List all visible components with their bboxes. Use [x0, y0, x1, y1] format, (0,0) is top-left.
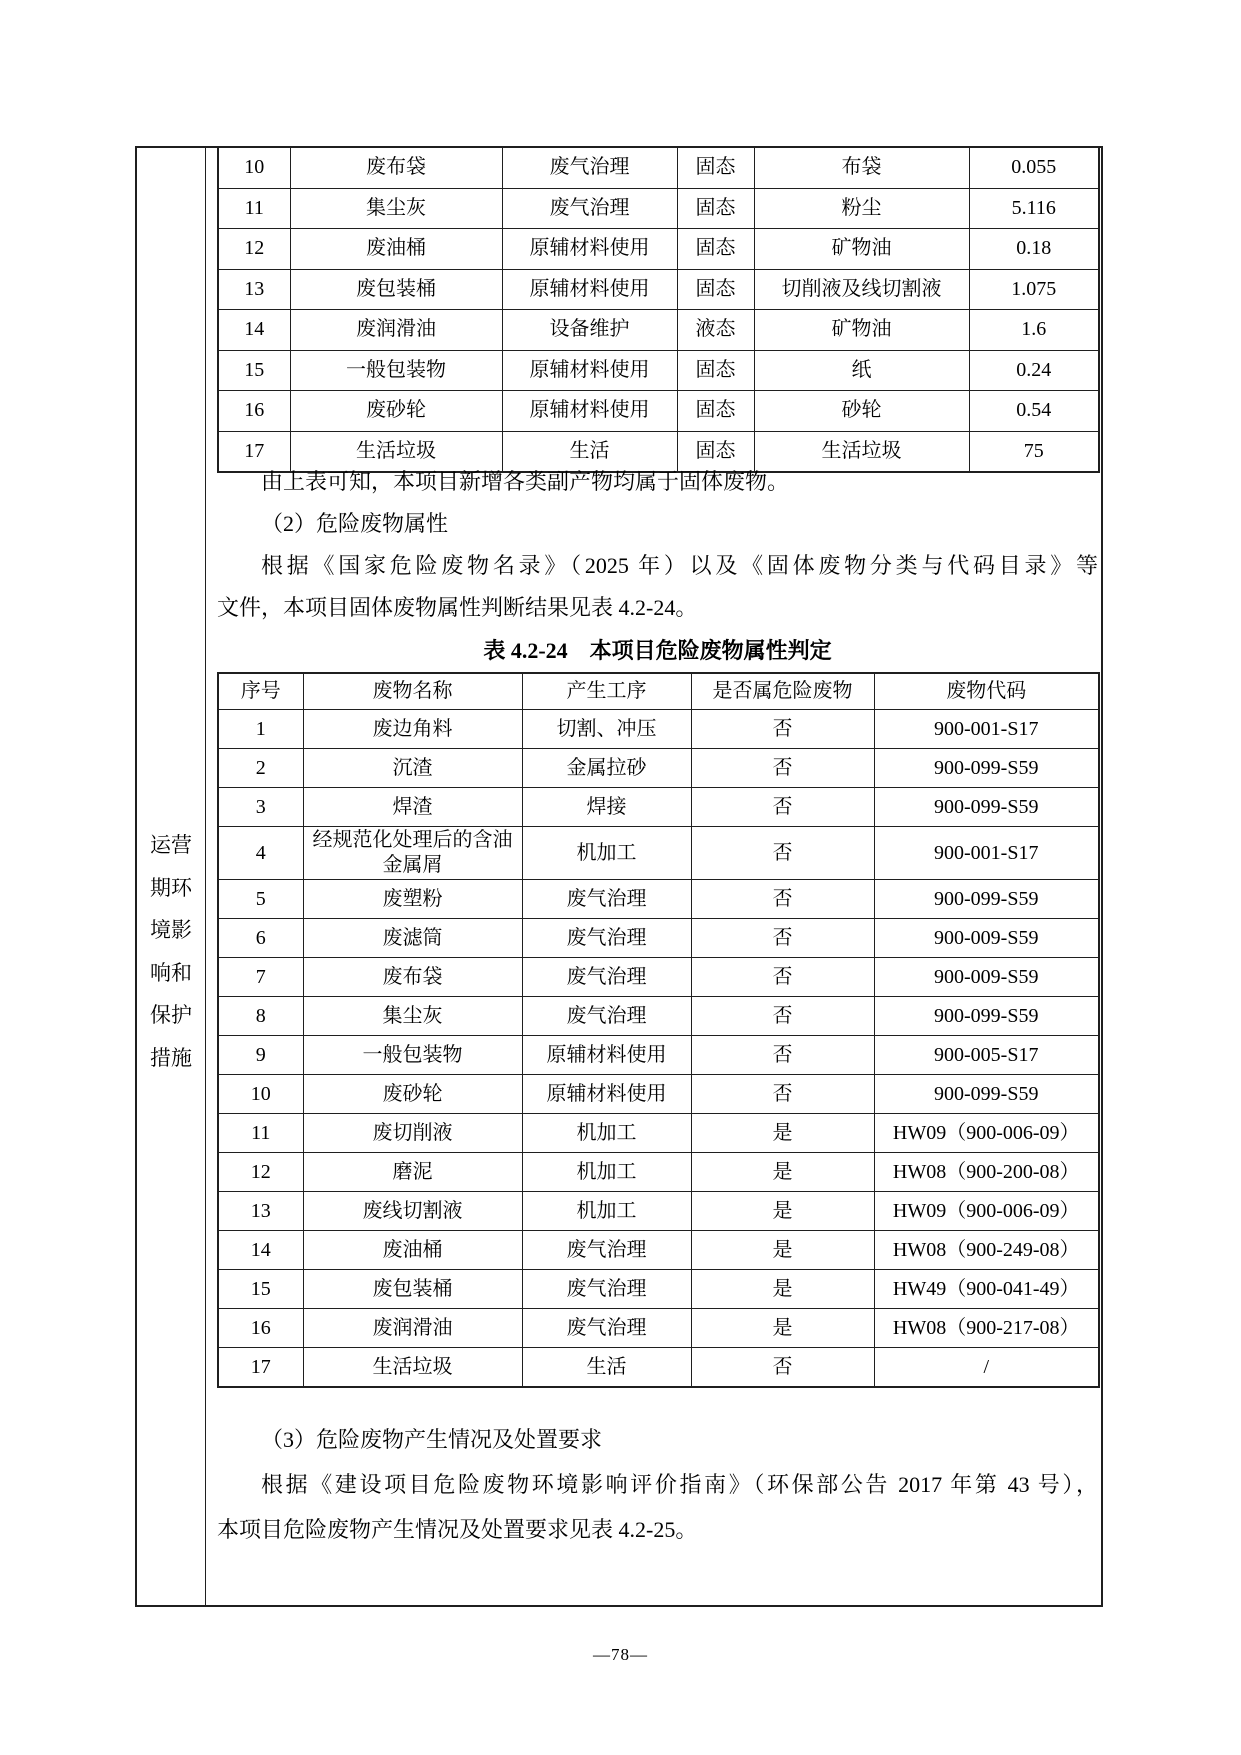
table-cell: 固态 [677, 188, 754, 229]
table-cell: 否 [691, 827, 874, 880]
column-header: 是否属危险废物 [691, 673, 874, 710]
table-cell: HW08（900-249-08） [874, 1231, 1099, 1270]
table-cell: 液态 [677, 310, 754, 351]
table-cell: 0.54 [969, 391, 1099, 432]
table-cell: 一般包装物 [290, 350, 502, 391]
table-cell: 生活垃圾 [754, 431, 969, 472]
report-frame [135, 146, 1103, 1607]
table-cell: 设备维护 [502, 310, 677, 351]
table-cell: 否 [691, 958, 874, 997]
table-cell: 900-099-S59 [874, 997, 1099, 1036]
table-row [218, 350, 1099, 391]
table-cell: 原辅材料使用 [502, 350, 677, 391]
table-cell: 4 [218, 827, 303, 880]
table-row [218, 880, 1099, 919]
table-cell: HW49（900-041-49） [874, 1270, 1099, 1309]
column-header: 废物代码 [874, 673, 1099, 710]
table-row [218, 958, 1099, 997]
table-cell: 16 [218, 1309, 303, 1348]
table-cell: 废布袋 [290, 147, 502, 188]
table-cell: 机加工 [522, 1153, 691, 1192]
table-cell: 废气治理 [502, 188, 677, 229]
table-row [218, 1114, 1099, 1153]
table-cell: 废气治理 [522, 1231, 691, 1270]
table-cell: 900-099-S59 [874, 880, 1099, 919]
table-cell: 否 [691, 919, 874, 958]
sidebar-label-line: 境影 [150, 918, 192, 942]
table-cell: 17 [218, 431, 290, 472]
hazard-determination-table [217, 672, 1100, 1388]
table-cell: 机加工 [522, 1114, 691, 1153]
table-cell: 金属拉砂 [522, 749, 691, 788]
table-cell: 一般包装物 [303, 1036, 522, 1075]
table-cell: 5 [218, 880, 303, 919]
table-cell: 沉渣 [303, 749, 522, 788]
body-text-block-1 [217, 461, 1098, 629]
table-cell: 是 [691, 1270, 874, 1309]
table-cell: 废塑粉 [303, 880, 522, 919]
table-cell: 是 [691, 1192, 874, 1231]
table-cell: 固态 [677, 229, 754, 270]
table-cell: 75 [969, 431, 1099, 472]
table-cell: HW09（900-006-09） [874, 1114, 1099, 1153]
table-row [218, 1153, 1099, 1192]
table-row [218, 749, 1099, 788]
table-cell: 3 [218, 788, 303, 827]
sidebar-column [137, 148, 206, 1605]
table-cell: 废砂轮 [303, 1075, 522, 1114]
table-cell: 900-099-S59 [874, 1075, 1099, 1114]
table-cell: 砂轮 [754, 391, 969, 432]
table-cell: 经规范化处理后的含油金属屑 [303, 827, 522, 880]
table-cell: 集尘灰 [303, 997, 522, 1036]
table-cell: 废润滑油 [303, 1309, 522, 1348]
table-cell: HW09（900-006-09） [874, 1192, 1099, 1231]
table-cell: 磨泥 [303, 1153, 522, 1192]
table-cell: 废气治理 [522, 880, 691, 919]
table-cell: 机加工 [522, 827, 691, 880]
table-row [218, 391, 1099, 432]
table-cell: 否 [691, 880, 874, 919]
table-cell: 布袋 [754, 147, 969, 188]
table-cell: 是 [691, 1114, 874, 1153]
table-cell: 粉尘 [754, 188, 969, 229]
table-cell: 废气治理 [522, 997, 691, 1036]
table-cell: 1.075 [969, 269, 1099, 310]
table-cell: 固态 [677, 147, 754, 188]
table-cell: 生活 [502, 431, 677, 472]
column-header: 废物名称 [303, 673, 522, 710]
table-row [218, 310, 1099, 351]
table-cell: 废气治理 [522, 1270, 691, 1309]
page-number: —78— [593, 1645, 648, 1664]
table-row [218, 1075, 1099, 1114]
column-header: 序号 [218, 673, 303, 710]
table-row [218, 147, 1099, 188]
table-cell: 固态 [677, 269, 754, 310]
table-cell: 废布袋 [303, 958, 522, 997]
sidebar-label-line: 保护 [150, 1003, 192, 1027]
table-cell: 6 [218, 919, 303, 958]
table-row [218, 1270, 1099, 1309]
table-row [218, 1348, 1099, 1388]
sidebar-label-line: 措施 [150, 1045, 192, 1070]
paragraph-guide-line2: 本项目危险废物产生情况及处置要求见表 4.2-25。 [217, 1517, 698, 1542]
paragraph-guide-line1: 根据《建设项目危险废物环境影响评价指南》（环保部公告 2017 年第 43 号）， [261, 1472, 1098, 1497]
table-cell: 原辅材料使用 [502, 229, 677, 270]
table-cell: 11 [218, 188, 290, 229]
table-row [218, 229, 1099, 270]
table-row [218, 997, 1099, 1036]
table-row [218, 788, 1099, 827]
table-cell: 14 [218, 310, 290, 351]
table-cell: 7 [218, 958, 303, 997]
table-cell: 固态 [677, 431, 754, 472]
table-cell: 废滤筒 [303, 919, 522, 958]
table-cell: 集尘灰 [290, 188, 502, 229]
table-cell: 900-099-S59 [874, 749, 1099, 788]
table-cell: 10 [218, 147, 290, 188]
table-cell: HW08（900-200-08） [874, 1153, 1099, 1192]
heading-disposal-requirement: （3）危险废物产生情况及处置要求 [261, 1427, 603, 1452]
table-cell: 废边角料 [303, 710, 522, 749]
hazard-table-title: 表 4.2-24 本项目危险废物属性判定 [483, 638, 832, 663]
table-cell: 否 [691, 1075, 874, 1114]
table-cell: 机加工 [522, 1192, 691, 1231]
table-cell: 900-009-S59 [874, 919, 1099, 958]
table-cell: 原辅材料使用 [522, 1036, 691, 1075]
table-cell: 纸 [754, 350, 969, 391]
table-cell: 9 [218, 1036, 303, 1075]
table-cell: 否 [691, 788, 874, 827]
table-cell: 废油桶 [303, 1231, 522, 1270]
table-cell: 否 [691, 710, 874, 749]
table-cell: 8 [218, 997, 303, 1036]
table-cell: 固态 [677, 350, 754, 391]
table-cell: 900-001-S17 [874, 710, 1099, 749]
table-row [218, 827, 1099, 880]
paragraph-basis-line1: 根据《国家危险废物名录》（2025 年）以及《固体废物分类与代码目录》等 [261, 553, 1098, 578]
table-cell: 废砂轮 [290, 391, 502, 432]
table-cell: 废包装桶 [290, 269, 502, 310]
table-cell: 12 [218, 1153, 303, 1192]
paragraph-basis-line2: 文件，本项目固体废物属性判断结果见表 4.2-24。 [217, 595, 698, 620]
table-cell: 生活 [522, 1348, 691, 1388]
sidebar-label-line: 期环 [150, 875, 192, 900]
table-header-row [218, 673, 1099, 710]
table-row [218, 710, 1099, 749]
table-cell: 焊渣 [303, 788, 522, 827]
table-cell: 否 [691, 1036, 874, 1075]
table-cell: 原辅材料使用 [502, 391, 677, 432]
table-cell: 5.116 [969, 188, 1099, 229]
table-cell: 废润滑油 [290, 310, 502, 351]
table-cell: 切割、冲压 [522, 710, 691, 749]
table-row [218, 1192, 1099, 1231]
table-cell: / [874, 1348, 1099, 1388]
table-cell: 是 [691, 1309, 874, 1348]
table-cell: 否 [691, 749, 874, 788]
column-header: 产生工序 [522, 673, 691, 710]
table-cell: 废油桶 [290, 229, 502, 270]
table-cell: 矿物油 [754, 229, 969, 270]
table-cell: 13 [218, 269, 290, 310]
table-cell: 否 [691, 1348, 874, 1388]
table-row [218, 188, 1099, 229]
table-cell: 废包装桶 [303, 1270, 522, 1309]
table-cell: 1 [218, 710, 303, 749]
table-cell: 原辅材料使用 [502, 269, 677, 310]
table-cell: 900-099-S59 [874, 788, 1099, 827]
table-cell: 16 [218, 391, 290, 432]
sidebar-label [137, 824, 205, 1079]
body-text-block-2 [217, 1417, 1098, 1552]
table-cell: 10 [218, 1075, 303, 1114]
table-cell: 否 [691, 997, 874, 1036]
table-cell: 废切削液 [303, 1114, 522, 1153]
table-row [218, 1309, 1099, 1348]
sidebar-label-line: 运营 [150, 833, 192, 857]
table-cell: HW08（900-217-08） [874, 1309, 1099, 1348]
table-cell: 原辅材料使用 [522, 1075, 691, 1114]
table-row [218, 269, 1099, 310]
heading-hazard-attribute: （2）危险废物属性 [261, 511, 449, 536]
table-cell: 矿物油 [754, 310, 969, 351]
table-row [218, 1231, 1099, 1270]
table-cell: 是 [691, 1153, 874, 1192]
byproducts-table-continued [217, 146, 1100, 473]
table-cell: 切削液及线切割液 [754, 269, 969, 310]
table-cell: 废气治理 [522, 1309, 691, 1348]
table-cell: 废线切割液 [303, 1192, 522, 1231]
table-cell: 生活垃圾 [303, 1348, 522, 1388]
table-cell: 废气治理 [522, 919, 691, 958]
table-cell: 废气治理 [522, 958, 691, 997]
table-cell: 0.24 [969, 350, 1099, 391]
table-cell: 900-009-S59 [874, 958, 1099, 997]
table-cell: 废气治理 [502, 147, 677, 188]
table-cell: 0.055 [969, 147, 1099, 188]
table-cell: 生活垃圾 [290, 431, 502, 472]
table-cell: 0.18 [969, 229, 1099, 270]
table-cell: 900-001-S17 [874, 827, 1099, 880]
table-cell: 固态 [677, 391, 754, 432]
table-row [218, 1036, 1099, 1075]
table-cell: 14 [218, 1231, 303, 1270]
table-cell: 11 [218, 1114, 303, 1153]
table-row [218, 919, 1099, 958]
paragraph-summary: 由上表可知，本项目新增各类副产物均属于固体废物。 [261, 469, 790, 494]
table-cell: 900-005-S17 [874, 1036, 1099, 1075]
table-cell: 是 [691, 1231, 874, 1270]
table-cell: 12 [218, 229, 290, 270]
table-cell: 17 [218, 1348, 303, 1388]
table-cell: 13 [218, 1192, 303, 1231]
sidebar-label-line: 响和 [150, 960, 192, 985]
table-cell: 1.6 [969, 310, 1099, 351]
table-cell: 15 [218, 350, 290, 391]
table-cell: 焊接 [522, 788, 691, 827]
table-cell: 2 [218, 749, 303, 788]
table-cell: 15 [218, 1270, 303, 1309]
